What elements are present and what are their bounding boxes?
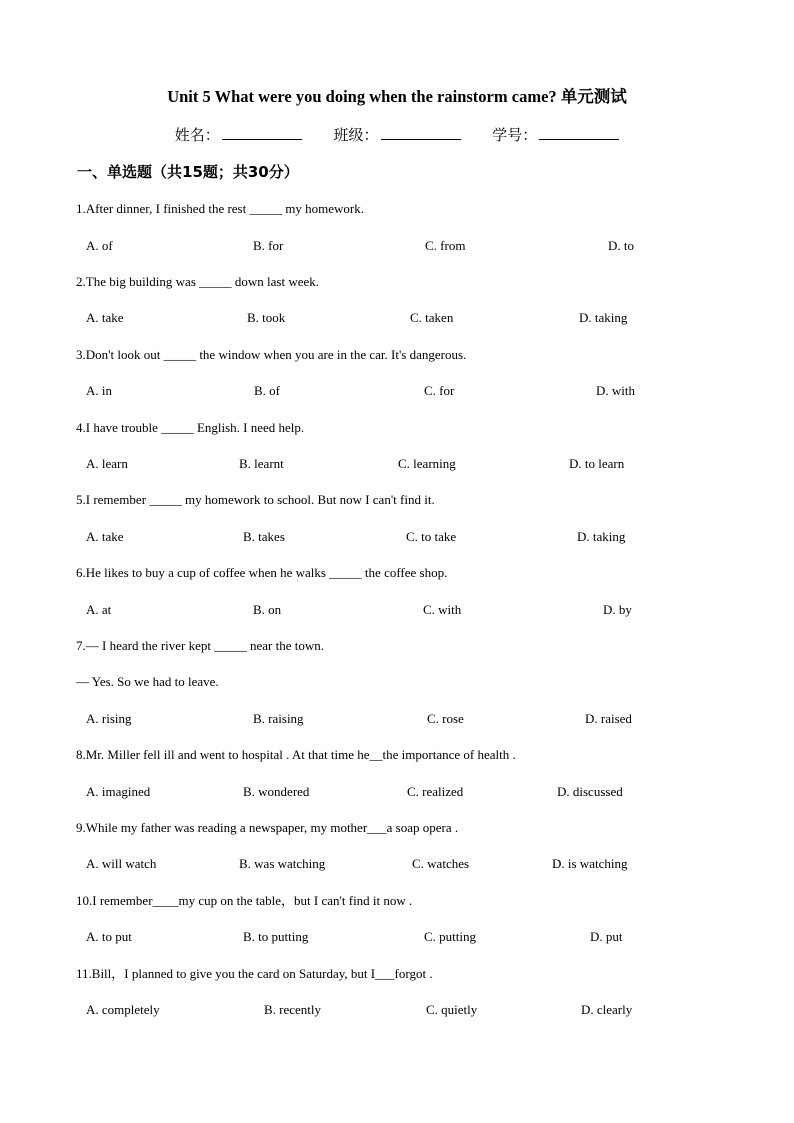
question-10: 10.I remember____my cup on the table，but I can't find it now . [76, 893, 413, 908]
question-6-option-b[interactable]: B. on [253, 602, 282, 617]
question-7: 7.— I heard the river kept _____ near the town. [76, 638, 325, 653]
question-11-option-a[interactable]: A. completely [86, 1002, 160, 1017]
question-7-option-a[interactable]: A. rising [86, 711, 132, 726]
question-6-option-d[interactable]: D. by [603, 602, 632, 617]
question-5-option-a[interactable]: A. take [86, 529, 124, 544]
question-3-option-a[interactable]: A. in [86, 383, 112, 398]
question-7-option-c[interactable]: C. rose [427, 711, 464, 726]
question-10-option-a[interactable]: A. to put [86, 929, 132, 944]
id-field[interactable] [492, 125, 619, 146]
question-6: 6.He likes to buy a cup of coffee when he walks _____ the coffee shop. [76, 565, 448, 580]
question-4: 4.I have trouble _____ English. I need help. [76, 420, 305, 435]
question-9-option-c[interactable]: C. watches [412, 856, 470, 871]
question-5-option-d[interactable]: D. taking [577, 529, 626, 544]
question-10-option-b[interactable]: B. to putting [243, 929, 309, 944]
question-11-option-c[interactable]: C. quietly [426, 1002, 478, 1017]
question-7-reply: — Yes. So we had to leave. [76, 674, 219, 689]
question-2-option-d[interactable]: D. taking [579, 310, 628, 325]
question-2-option-b[interactable]: B. took [247, 310, 286, 325]
question-8-option-b[interactable]: B. wondered [243, 784, 310, 799]
question-4-option-a[interactable]: A. learn [86, 456, 128, 471]
question-8-option-d[interactable]: D. discussed [557, 784, 623, 799]
question-5-option-b[interactable]: B. takes [243, 529, 285, 544]
student-info [0, 125, 794, 146]
question-10-option-c[interactable]: C. putting [424, 929, 477, 944]
name-field[interactable] [175, 125, 302, 146]
page-title: Unit 5 What were you doing when the rainstorm came? 单元测试 [167, 87, 627, 106]
question-6-option-a[interactable]: A. at [86, 602, 112, 617]
question-8: 8.Mr. Miller fell ill and went to hospital . At that time he__the importance of health . [76, 747, 516, 762]
question-5-option-c[interactable]: C. to take [406, 529, 457, 544]
question-3-option-d[interactable]: D. with [596, 383, 635, 398]
question-6-option-c[interactable]: C. with [423, 602, 462, 617]
question-9-option-a[interactable]: A. will watch [86, 856, 157, 871]
question-1-option-a[interactable]: A. of [86, 238, 113, 253]
question-7-option-d[interactable]: D. raised [585, 711, 632, 726]
question-9-option-b[interactable]: B. was watching [239, 856, 326, 871]
question-11: 11.Bill，I planned to give you the card on Saturday, but I___forgot . [76, 966, 433, 981]
question-5: 5.I remember _____ my homework to school. But now I can't find it. [76, 492, 435, 507]
question-11-option-b[interactable]: B. recently [264, 1002, 322, 1017]
question-9-option-d[interactable]: D. is watching [552, 856, 628, 871]
question-4-option-b[interactable]: B. learnt [239, 456, 284, 471]
question-4-option-d[interactable]: D. to learn [569, 456, 625, 471]
question-2-option-c[interactable]: C. taken [410, 310, 454, 325]
question-2: 2.The big building was _____ down last week. [76, 274, 319, 289]
question-8-option-a[interactable]: A. imagined [86, 784, 151, 799]
id-blank[interactable] [539, 125, 619, 140]
question-1-option-b[interactable]: B. for [253, 238, 284, 253]
question-1-option-d[interactable]: D. to [608, 238, 634, 253]
question-11-option-d[interactable]: D. clearly [581, 1002, 633, 1017]
id-label: 学号： [492, 128, 538, 144]
question-10-option-d[interactable]: D. put [590, 929, 623, 944]
class-blank[interactable] [381, 125, 461, 140]
class-label: 班级： [333, 128, 379, 144]
question-3-option-c[interactable]: C. for [424, 383, 455, 398]
question-3: 3.Don't look out _____ the window when you are in the car. It's dangerous. [76, 347, 467, 362]
section-title: 一、单选题（共15题；共30分） [77, 163, 299, 181]
name-blank[interactable] [222, 125, 302, 140]
question-9: 9.While my father was reading a newspaper, my mother___a soap opera . [76, 820, 459, 835]
question-8-option-c[interactable]: C. realized [407, 784, 464, 799]
question-2-option-a[interactable]: A. take [86, 310, 124, 325]
question-3-option-b[interactable]: B. of [254, 383, 280, 398]
question-4-option-c[interactable]: C. learning [398, 456, 456, 471]
question-1-option-c[interactable]: C. from [425, 238, 466, 253]
question-1: 1.After dinner, I finished the rest _____ my homework. [76, 201, 364, 216]
question-7-option-b[interactable]: B. raising [253, 711, 304, 726]
class-field[interactable] [333, 125, 460, 146]
name-label: 姓名： [174, 128, 220, 144]
